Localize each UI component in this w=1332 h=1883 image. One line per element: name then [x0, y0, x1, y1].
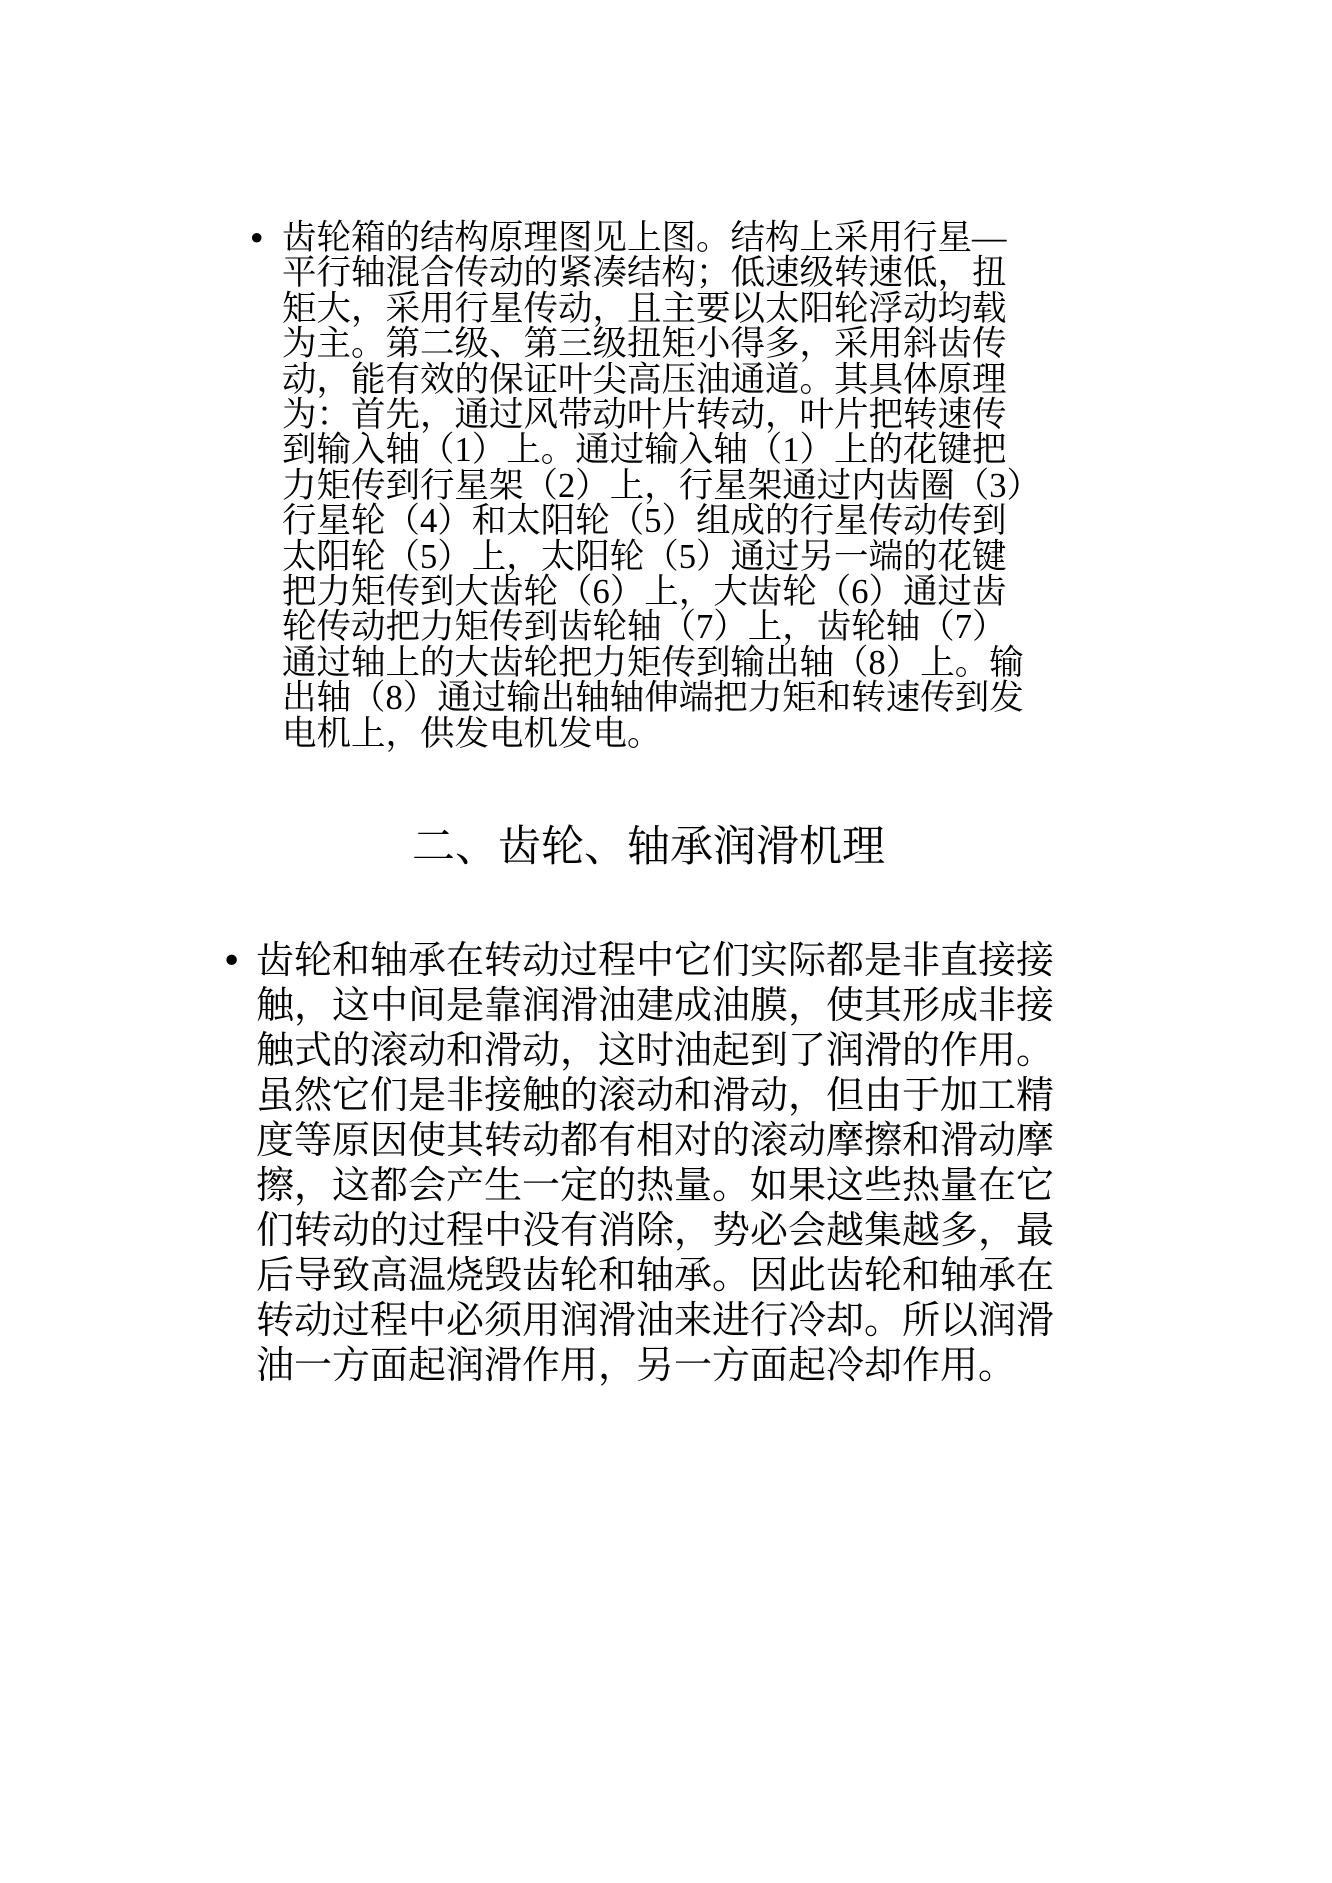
section-heading: 二、齿轮、轴承润滑机理	[412, 824, 885, 871]
paragraph-line: 通过轴上的大齿轮把力矩传到输出轴（8）上。输	[282, 643, 1024, 682]
paragraph-line: 齿轮和轴承在转动过程中它们实际都是非直接接	[256, 940, 1055, 982]
paragraph-line: 虽然它们是非接触的滚动和滑动，但由于加工精	[256, 1075, 1055, 1117]
paragraph-line: 触，这中间是靠润滑油建成油膜，使其形成非接	[256, 985, 1055, 1027]
paragraph-line: 太阳轮（5）上，太阳轮（5）通过另一端的花键	[282, 537, 1007, 576]
paragraph-line: 动，能有效的保证叶尖高压油通道。其具体原理	[282, 360, 1007, 399]
bullet-icon: •	[247, 219, 267, 258]
paragraph-line: 擦，这都会产生一定的热量。如果这些热量在它	[256, 1165, 1055, 1207]
paragraph-line: 电机上，供发电机发电。	[282, 714, 662, 753]
paragraph-line: 后导致高温烧毁齿轮和轴承。因此齿轮和轴承在	[256, 1255, 1055, 1297]
paragraph-line: 齿轮箱的结构原理图见上图。结构上采用行星—	[282, 219, 1007, 257]
paragraph-line: 行星轮（4）和太阳轮（5）组成的行星传动传到	[282, 502, 1007, 541]
paragraph-line: 平行轴混合传动的紧凑结构；低速级转速低，扭	[282, 254, 1007, 293]
paragraph-line: 到输入轴（1）上。通过输入轴（1）上的花键把	[282, 431, 1007, 470]
paragraph-line: 力矩传到行星架（2）上，行星架通过内齿圈（3）	[282, 466, 1041, 505]
paragraph-line: 为：首先，通过风带动叶片转动，叶片把转速传	[282, 396, 1007, 435]
paragraph-line: 轮传动把力矩传到齿轮轴（7）上，齿轮轴（7）	[282, 608, 1007, 647]
paragraph-line: 们转动的过程中没有消除，势必会越集越多，最	[256, 1210, 1055, 1252]
bullet-icon: •	[221, 941, 243, 982]
paragraph-line: 油一方面起润滑作用，另一方面起冷却作用。	[256, 1345, 1017, 1387]
paragraph-line: 把力矩传到大齿轮（6）上，大齿轮（6）通过齿	[282, 573, 1007, 612]
paragraph-line: 触式的滚动和滑动，这时油起到了润滑的作用。	[256, 1030, 1055, 1072]
paragraph-line: 矩大，采用行星传动，且主要以太阳轮浮动均载	[282, 289, 1007, 328]
paragraph-line: 出轴（8）通过输出轴轴伸端把力矩和转速传到发	[282, 679, 1024, 718]
paragraph-line: 度等原因使其转动都有相对的滚动摩擦和滑动摩	[256, 1120, 1055, 1162]
paragraph-line: 为主。第二级、第三级扭矩小得多，采用斜齿传	[282, 325, 1007, 364]
lubrication-mechanism-paragraph	[256, 939, 1106, 1389]
gearbox-structure-paragraph	[282, 221, 1092, 752]
paragraph-line: 转动过程中必须用润滑油来进行冷却。所以润滑	[256, 1300, 1055, 1342]
